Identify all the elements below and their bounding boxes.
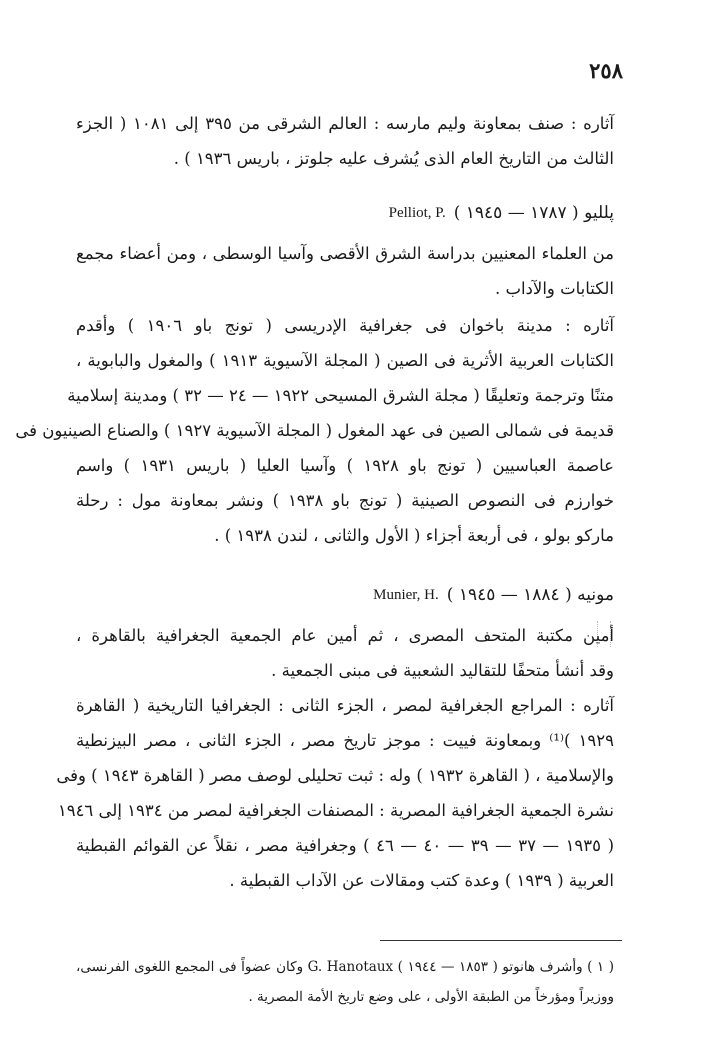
text-line: آثاره : المراجع الجغرافية لمصر ، الجزء الثانى : الجغرافيا التاريخية ( القاهرة <box>76 696 614 715</box>
text-line: من العلماء المعنيين بدراسة الشرق الأقصى وآسيا الوسطى ، ومن أعضاء مجمع <box>76 244 614 263</box>
heading-arabic: مونيه ( ١٨٨٤ — ١٩٤٥ ) <box>446 585 614 605</box>
footnote-divider <box>380 940 622 941</box>
heading-arabic: پلليو ( ١٧٨٧ — ١٩٤٥ ) <box>453 203 614 223</box>
footnote-line: ووزيراً ومؤرخاً من الطبقة الأولى ، على وضع تاريخ الأمة المصرية . <box>248 989 614 1005</box>
text-line: قديمة فى شمالى الصين فى عهد المغول ( المجلة الآسيوية ١٩٢٧ ) والصناع الصينيون فى <box>15 421 614 440</box>
text-line: نشرة الجمعية الجغرافية المصرية : المصنفات الجغرافية لمصر من ١٩٣٤ إلى ١٩٤٦ <box>57 801 614 820</box>
text-line: آثاره : مدينة باخوان فى جغرافية الإدريسى ( تونج باو ١٩٠٦ ) وأقدم <box>76 316 614 335</box>
footnote <box>76 952 614 1012</box>
text-line: متنًا وترجمة وتعليقًا ( مجلة الشرق المسيحى ١٩٢٢ — ٢٤ — ٣٢ ) ومدينة إسلامية <box>67 386 614 405</box>
paragraph-works-marcais <box>76 106 614 176</box>
paragraph-bio-munier <box>76 618 614 688</box>
text-line: ماركو بولو ، فى أربعة أجزاء ( الأول والثانى ، لندن ١٩٣٨ ) . <box>214 526 614 545</box>
text-line: خوارزم فى النصوص الصينية ( تونج باو ١٩٣٨ ) ونشر بمعاونة مول : رحلة <box>76 491 615 510</box>
paragraph-works-pelliot <box>15 308 615 553</box>
text-line: عاصمة العباسيين ( تونج باو ١٩٢٨ ) وآسيا العليا ( باريس ١٩٣١ ) واسم <box>76 456 614 475</box>
text-line: ١٩٢٩ )⁽¹⁾ وبمعاونة فييت : موجز تاريخ مصر ، الجزء الثانى ، مصر البيزنطية <box>76 731 614 750</box>
paragraph-works-munier <box>56 688 615 898</box>
entry-heading-pelliot <box>76 195 614 231</box>
heading-latin: Pelliot, P. <box>388 205 446 221</box>
text-line: آثاره : صنف بمعاونة وليم مارسه : العالم الشرقى من ٣٩٥ إلى ١٠٨١ ( الجزء <box>76 114 614 133</box>
page-number: ٢٥٨ <box>589 58 623 83</box>
text-line: الثالث من التاريخ العام الذى يُشرف عليه جلوتز ، باريس ١٩٣٦ ) . <box>173 149 614 168</box>
text-line: الكتابات والآداب . <box>494 279 614 298</box>
text-line: العربية ( ١٩٣٩ ) وعدة كتب ومقالات عن الآداب القبطية . <box>229 871 614 890</box>
entry-heading-munier <box>76 577 614 613</box>
text-line: والإسلامية ، ( القاهرة ١٩٣٢ ) وله : ثبت تحليلى لوصف مصر ( القاهرة ١٩٤٣ ) وفى <box>56 766 614 785</box>
text-line: ( ١٩٣٥ — ٣٧ — ٣٩ — ٤٠ — ٤٦ ) وجغرافية مصر ، نقلاً عن القوائم القبطية <box>76 836 615 855</box>
text-line: الكتابات العربية الأثرية فى الصين ( المجلة الآسيوية ١٩١٣ ) والمغول والبابوية ، <box>76 351 614 370</box>
footnote-line: ( ١ ) وأشرف هانوتو ( ١٨٥٣ — ١٩٤٤ ) G. Hanotaux وكان عضواً فى المجمع اللغوى الفرنسى، <box>76 959 614 975</box>
paragraph-bio-pelliot <box>76 236 614 306</box>
heading-latin: Munier, H. <box>373 587 439 603</box>
text-line: وقد أنشأ متحفًا للتقاليد الشعبية فى مبنى الجمعية . <box>271 661 614 680</box>
text-line: أمين مكتبة المتحف المصرى ، ثم أمين عام الجمعية الجغرافية بالقاهرة ، <box>76 626 614 645</box>
